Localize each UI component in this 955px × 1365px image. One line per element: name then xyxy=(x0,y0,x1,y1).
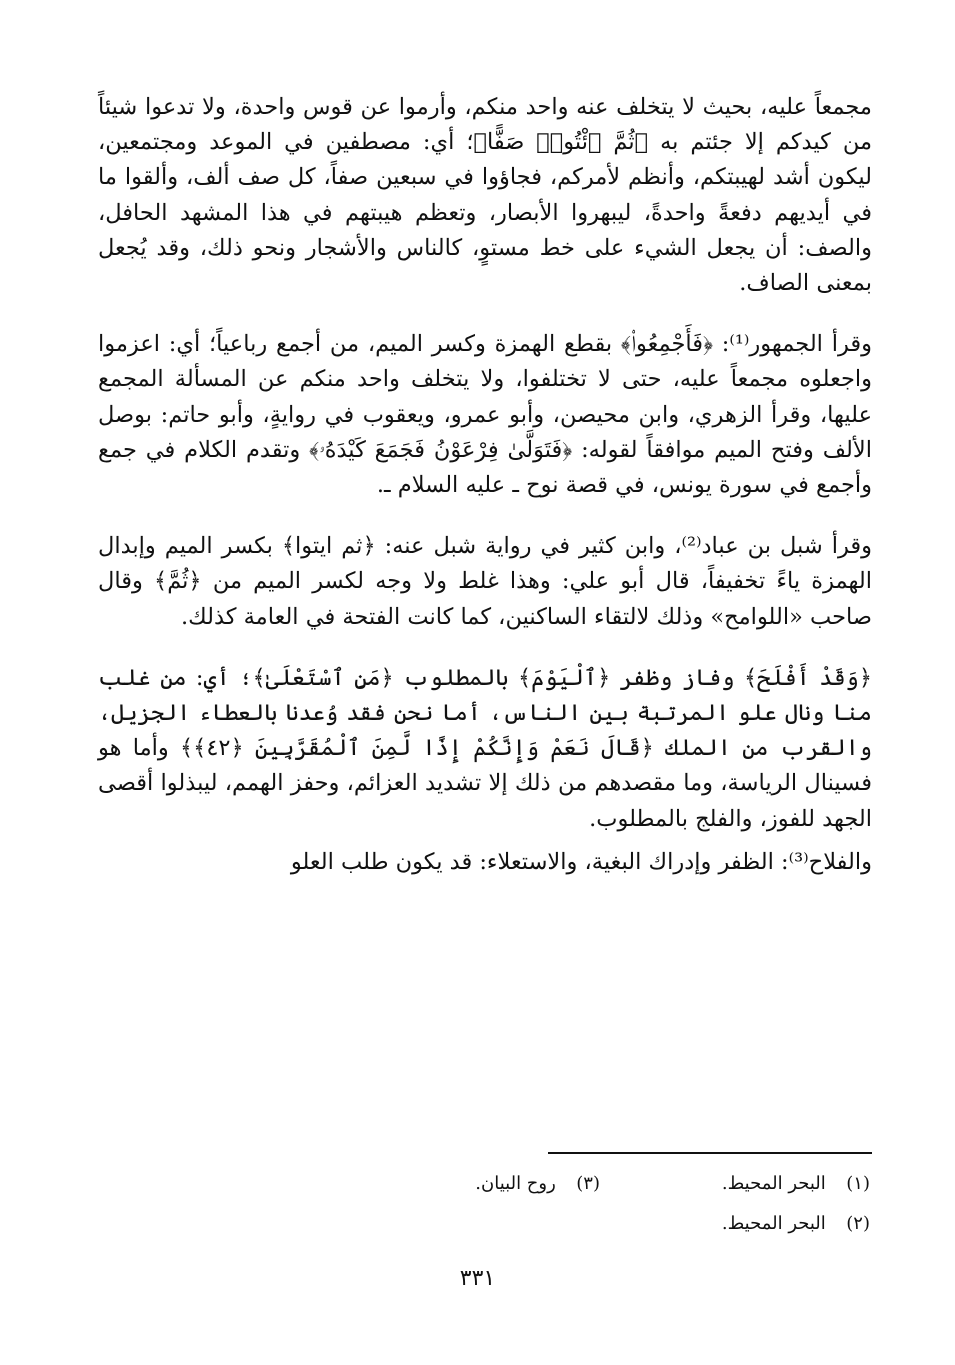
footnote-number: (٣) xyxy=(576,1172,600,1194)
paragraph-4: ﴿وَقَدْ أَفْلَحَ﴾ وفاز وظفر ﴿ٱلْيَوْمَ﴾ بالمطلوب ﴿مَنِ ٱسْتَعْلَىٰ﴾؛ أي: من غلب منا ونال علو المرتبة بين الناس، أما نحن فقد وُعدنا بالعطاء الجزيل، والقرب من الملك ﴿قَالَ نَعَمْ وَإِنَّكُمْ إِذًا لَّمِنَ ٱلْمُقَرَّبِينَ ﴿٤٢﴾﴾ وأما هو فسينال الرياسة، وما مقصدهم من ذلك إلا تشديد العزائم، وحفز الهمم، ليبذلوا أقصى الجهد للفوز، والفلج بالمطلوب. xyxy=(98,664,872,832)
footnote-text: البحر المحيط. xyxy=(721,1172,826,1194)
footnote-row-2 xyxy=(300,1203,870,1243)
footnote-divider xyxy=(548,1152,872,1154)
page-number: ٣٣١ xyxy=(459,1266,496,1291)
footnotes xyxy=(300,1163,870,1243)
main-text xyxy=(98,90,872,880)
footnote-row-1 xyxy=(300,1163,870,1203)
footnote-number: (١) xyxy=(846,1172,870,1194)
footnote-text: روح البيان. xyxy=(475,1172,556,1194)
footnote-2 xyxy=(600,1213,870,1234)
paragraph-3: وقرأ شبل بن عباد⁽²⁾، وابن كثير في رواية شبل عنه: ﴿ثم ايتوا﴾ بكسر الميم وإبدال الهمزة ياءً تخفيفاً، قال أبو علي: وهذا غلط ولا وجه لكسر الميم من ﴿ثُمَّ﴾ وقال صاحب «اللوامح» وذلك لالتقاء الساكنين، كما كانت الفتحة في العامة كذلك. xyxy=(98,533,872,630)
paragraph-2: وقرأ الجمهور⁽¹⁾: ﴿فَأَجْمِعُوا۟﴾ بقطع الهمزة وكسر الميم، من أجمع رباعياً؛ أي: اعزموا واجعلوه مجمعاً عليه، حتى لا تختلفوا، ولا يتخلف واحد منكم عن المسألة المجمع عليها، وقرأ الزهري، وابن محيصن، وأبو عمرو، ويعقوب في روايةٍ، وأبو حاتم: بوصل الألف وفتح الميم موافقاً لقوله: ﴿فَتَوَلَّىٰ فِرْعَوْنُ فَجَمَعَ كَيْدَهُۥ﴾ وتقدم الكلام في جمع وأجمع في سورة يونس، في قصة نوح ـ عليه السلام ـ. xyxy=(98,331,872,499)
paragraph-1: مجمعاً عليه، بحيث لا يتخلف عنه واحد منكم، وأرموا عن قوس واحدة، ولا تدعوا شيئاً من كيدكم إلا جئتم به ﴿ثُمَّ ٱئْتُوا۟ صَفًّا﴾؛ أي: مصطفين في الموعد ومجتمعين، ليكون أشد لهيبتكم، وأنظم لأمركم، فجاؤوا في سبعين صفاً، كل صف ألف، وألقوا ما في أيديهم دفعةً واحدةً، ليبهروا الأبصار، وتعظم هيبتهم في هذا المشهد الحافل، والصف: أن يجعل الشيء على خط مستوٍ، كالناس والأشجار ونحو ذلك، وقد يُجعل بمعنى الصاف. xyxy=(98,94,872,297)
paragraph-5: والفلاح⁽³⁾: الظفر وإدراك البغية، والاستعلاء: قد يكون طلب العلو xyxy=(290,848,872,875)
footnote-text: البحر المحيط. xyxy=(721,1212,826,1234)
footnote-1 xyxy=(600,1173,870,1194)
footnote-3 xyxy=(330,1173,600,1194)
footnote-number: (٢) xyxy=(846,1212,870,1234)
